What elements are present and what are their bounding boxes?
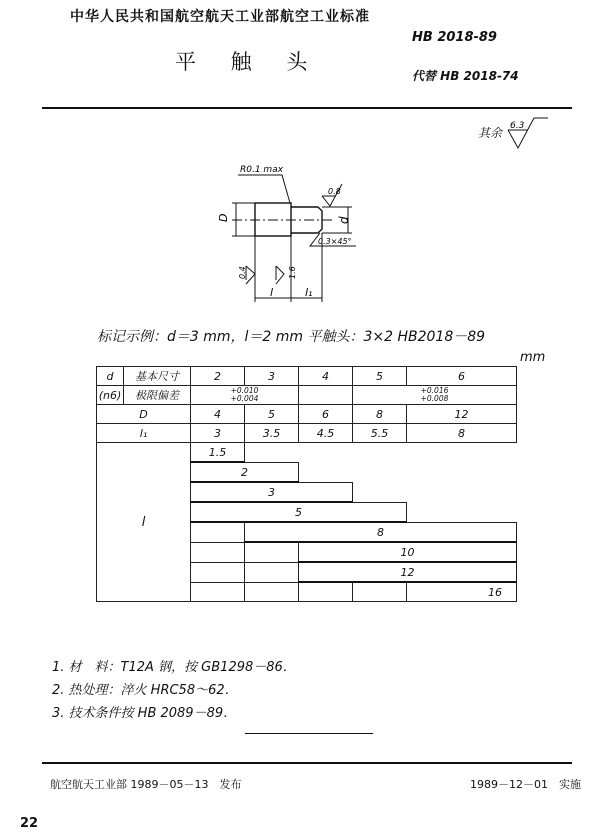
l-empty (407, 502, 517, 522)
l-empty (191, 522, 245, 542)
d-value: 4 (299, 367, 353, 386)
tolerance-a (191, 386, 299, 405)
roughness-left-icon (246, 266, 255, 284)
rest-roughness-label: 其余 (478, 126, 503, 140)
footer-rule (42, 762, 572, 764)
table-row (97, 405, 517, 424)
table-row (97, 367, 517, 386)
row-label-D: D (97, 405, 191, 424)
l1-value: 3.5 (245, 424, 299, 443)
l-empty (245, 582, 299, 602)
note-material: 1. 材 料：T12A 钢，按 GB1298－86． (52, 660, 296, 675)
l-value: 1.5 (191, 443, 245, 463)
notes-underline (245, 733, 373, 734)
l-value: 2 (191, 462, 299, 482)
l-empty (353, 482, 517, 502)
roughness-mid: 1.6 (288, 266, 297, 279)
roughness-top: 0.8 (328, 187, 341, 196)
dim-d: d (337, 216, 351, 224)
radius-note: R0.1 max (240, 165, 284, 175)
issue-date: 航空航天工业部 1989－05－13 发布 (50, 778, 242, 791)
dimension-table (96, 366, 517, 602)
tolerance-b-upper: +0.016 (420, 386, 449, 395)
l1-value: 4.5 (299, 424, 353, 443)
note-technical-conditions: 3. 技术条件按 HB 2089－89． (52, 706, 237, 721)
l-empty (191, 582, 245, 602)
d-value: 6 (407, 367, 517, 386)
row-label-n6: (n6) (97, 386, 124, 405)
technical-notes (52, 656, 296, 725)
l-empty (245, 542, 299, 562)
D-value: 12 (407, 405, 517, 424)
row-label-l1: l₁ (97, 424, 191, 443)
l-empty (353, 582, 407, 602)
D-value: 6 (299, 405, 353, 424)
l-empty (191, 562, 245, 582)
d-value: 3 (245, 367, 299, 386)
page-number: 22 (20, 816, 39, 831)
dim-D: D (217, 213, 230, 222)
l-empty (299, 462, 517, 482)
tolerance-empty (299, 386, 353, 405)
table-row (97, 386, 517, 405)
tolerance-b (353, 386, 517, 405)
marking-example: 标记示例：d＝3 mm，l＝2 mm 平触头：3×2 HB2018－89 (97, 329, 486, 345)
D-value: 8 (353, 405, 407, 424)
unit-label: mm (520, 350, 546, 365)
l-value: 16 (407, 582, 517, 602)
l-empty (245, 562, 299, 582)
l1-value: 8 (407, 424, 517, 443)
l-value: 3 (191, 482, 353, 502)
d-value: 2 (191, 367, 245, 386)
l1-value: 5.5 (353, 424, 407, 443)
table-row (97, 424, 517, 443)
l-empty (299, 443, 517, 463)
row-label-l: l (97, 443, 191, 602)
l-empty (245, 443, 299, 463)
row-label-d: d (97, 367, 124, 386)
tolerance-b-lower: +0.008 (420, 394, 449, 403)
roughness-left: 0.4 (238, 266, 247, 279)
roughness-mid-icon (276, 266, 284, 284)
implementation-date: 1989－12－01 实施 (470, 778, 581, 791)
l1-value: 3 (191, 424, 245, 443)
dim-l1: l₁ (305, 286, 313, 299)
row-sub-tolerance: 极限偏差 (124, 386, 191, 405)
chamfer-note: 0.3×45° (318, 237, 352, 246)
standard-number: HB 2018-89 (412, 30, 497, 45)
l-empty (299, 582, 353, 602)
l-value: 10 (299, 542, 517, 562)
row-sub-basic: 基本尺寸 (124, 367, 191, 386)
l-value: 12 (299, 562, 517, 582)
D-value: 5 (245, 405, 299, 424)
d-value: 5 (353, 367, 407, 386)
l-value: 8 (245, 522, 517, 542)
note-heat-treatment: 2. 热处理：淬火 HRC58～62． (52, 683, 238, 698)
D-value: 4 (191, 405, 245, 424)
doc-title: 平 触 头 (175, 50, 322, 74)
rest-roughness-value: 6.3 (510, 121, 525, 131)
dim-l: l (270, 286, 274, 299)
tolerance-a-lower: +0.004 (230, 394, 259, 403)
l-empty (191, 542, 245, 562)
org-title: 中华人民共和国航空航天工业部航空工业标准 (70, 9, 370, 25)
l-value: 5 (191, 502, 407, 522)
tolerance-a-upper: +0.010 (230, 386, 259, 395)
replaces-standard: 代替 HB 2018-74 (412, 69, 519, 83)
table-row (97, 443, 517, 463)
radius-leader (238, 175, 290, 203)
